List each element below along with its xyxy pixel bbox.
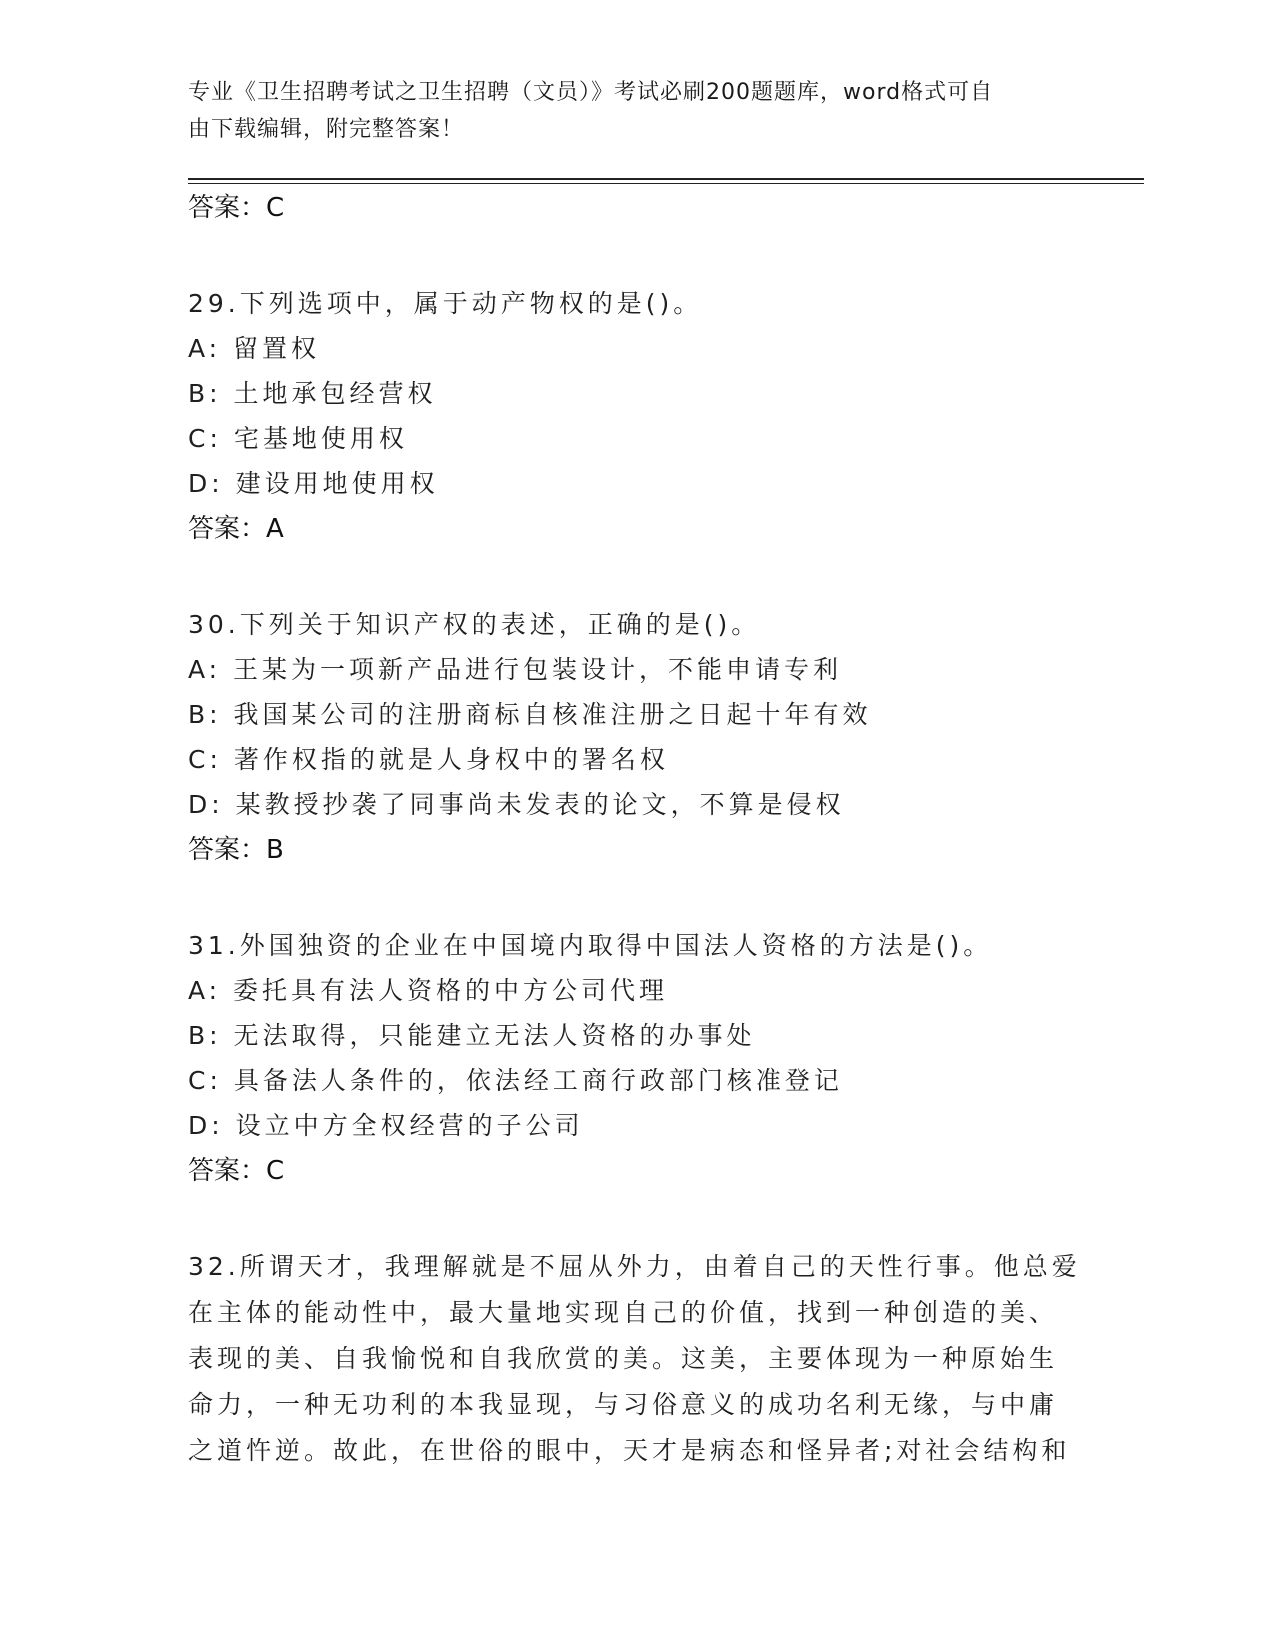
paragraph-line: 命力，一种无功利的本我显现，与习俗意义的成功名利无缘，与中庸 (188, 1390, 1059, 1419)
option-a: A: 委托具有法人资格的中方公司代理 (188, 976, 669, 1005)
option-d: D: 设立中方全权经营的子公司 (188, 1111, 584, 1140)
answer: 答案：A (188, 514, 284, 544)
option-b: B: 我国某公司的注册商标自核准注册之日起十年有效 (188, 700, 872, 729)
option-d: D: 某教授抄袭了同事尚未发表的论文，不算是侵权 (188, 790, 845, 819)
option-c: C: 具备法人条件的，依法经工商行政部门核准登记 (188, 1066, 843, 1095)
paragraph-line: 在主体的能动性中，最大量地实现自己的价值，找到一种创造的美、 (188, 1298, 1059, 1327)
question-30 (188, 602, 1088, 873)
paragraph-line: 32.所谓天才，我理解就是不屈从外力，由着自己的天性行事。他总爱 (188, 1252, 1081, 1281)
document-header (188, 74, 1068, 148)
answer: 答案：B (188, 835, 284, 865)
header-divider-thick (188, 178, 1144, 180)
question-text: 31.外国独资的企业在中国境内取得中国法人资格的方法是()。 (188, 931, 993, 960)
header-line-1: 专业《卫生招聘考试之卫生招聘（文员）》考试必刷200题题库，word格式可自 (188, 80, 994, 105)
option-a: A: 留置权 (188, 334, 321, 363)
answer: 答案：C (188, 1156, 285, 1186)
question-32 (188, 1244, 1088, 1474)
document-body (188, 185, 1088, 1474)
option-b: B: 土地承包经营权 (188, 379, 437, 408)
option-c: C: 著作权指的就是人身权中的署名权 (188, 745, 669, 774)
option-b: B: 无法取得，只能建立无法人资格的办事处 (188, 1021, 756, 1050)
question-29 (188, 281, 1088, 552)
header-line-2: 由下载编辑，附完整答案！ (188, 117, 465, 142)
previous-answer: 答案：C (188, 193, 285, 223)
question-31 (188, 923, 1088, 1194)
header-divider-thin (188, 183, 1144, 184)
question-text: 30.下列关于知识产权的表述，正确的是()。 (188, 610, 761, 639)
option-d: D: 建设用地使用权 (188, 469, 439, 498)
paragraph-line: 表现的美、自我愉悦和自我欣赏的美。这美，主要体现为一种原始生 (188, 1344, 1059, 1373)
option-c: C: 宅基地使用权 (188, 424, 408, 453)
question-text: 29.下列选项中，属于动产物权的是()。 (188, 289, 703, 318)
option-a: A: 王某为一项新产品进行包装设计，不能申请专利 (188, 655, 843, 684)
paragraph-line: 之道忤逆。故此，在世俗的眼中，天才是病态和怪异者;对社会结构和 (188, 1436, 1071, 1465)
